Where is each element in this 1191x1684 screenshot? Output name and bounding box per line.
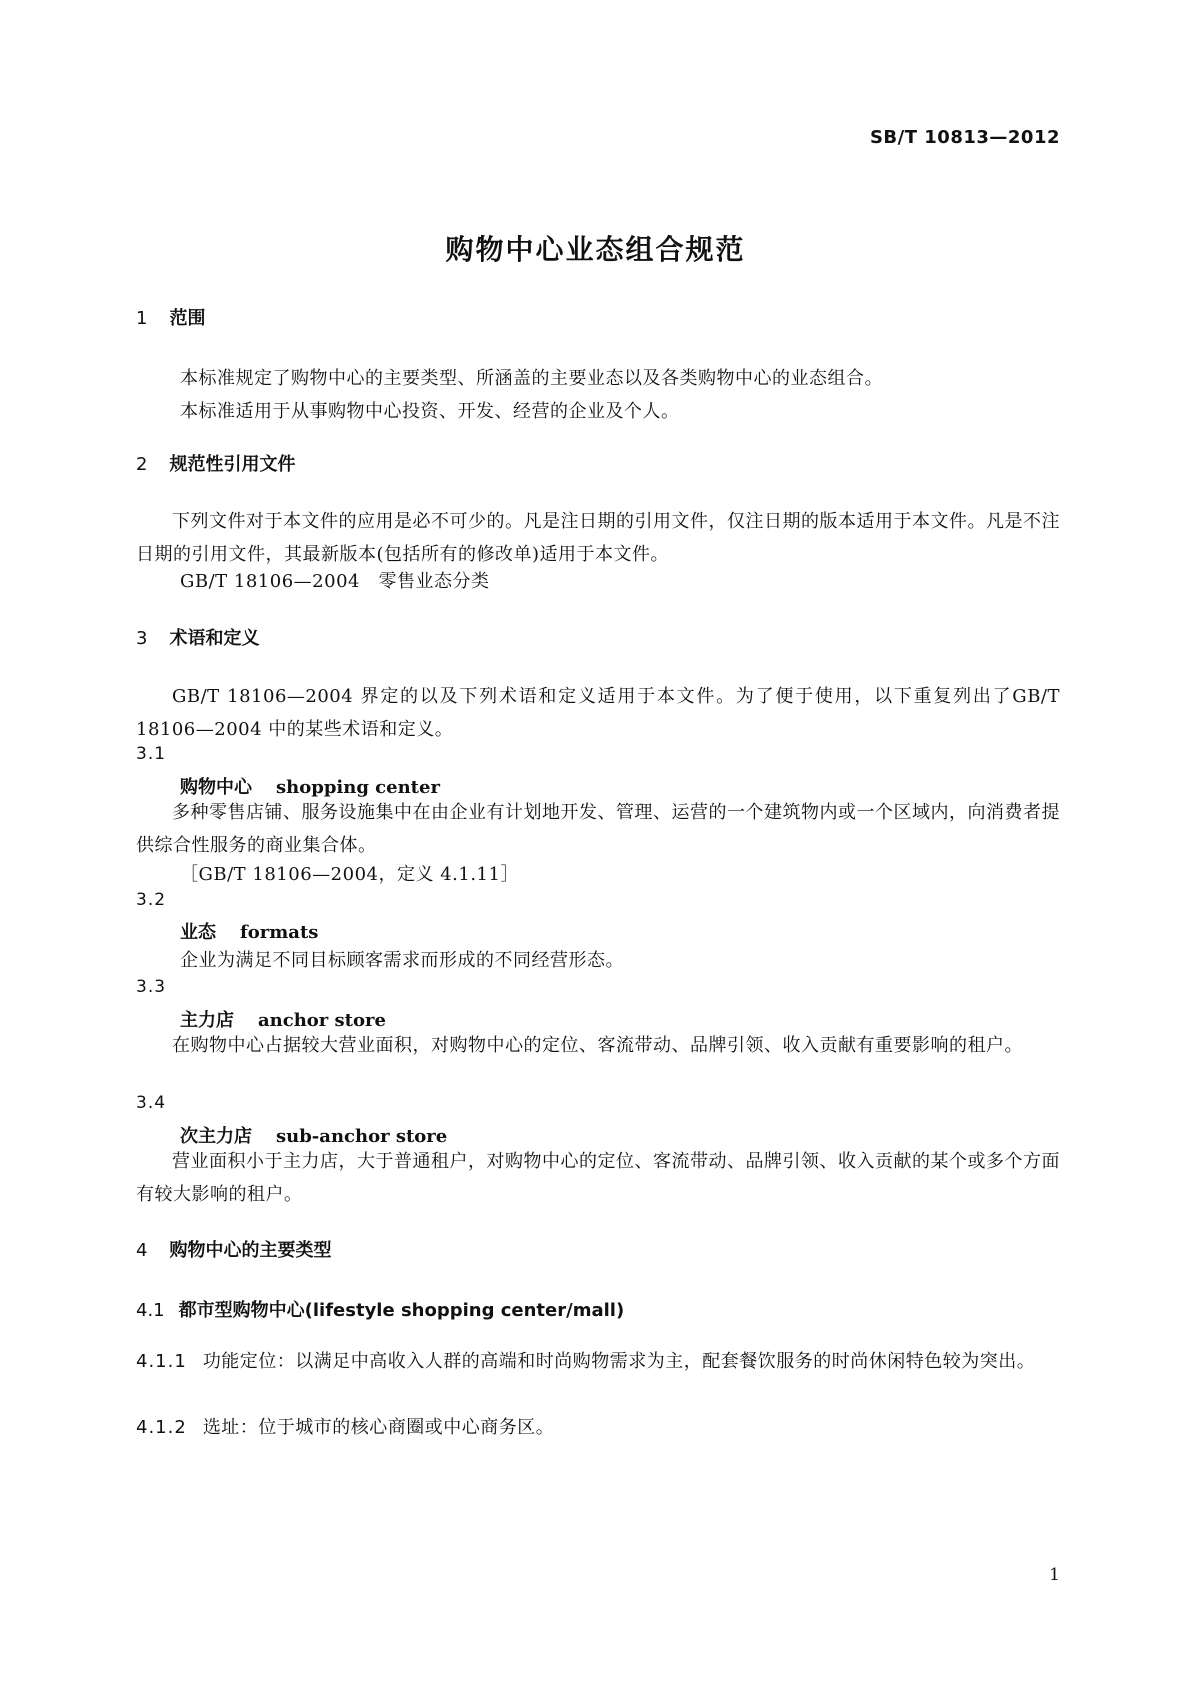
section-number: 4 [136,1240,148,1261]
page-number: 1 [1049,1565,1060,1585]
clause-4-1-2 [136,1411,1060,1444]
section-title: 购物中心的主要类型 [169,1240,332,1261]
standard-code: SB/T 10813—2012 [869,127,1060,148]
clause-4-1-1 [136,1345,1060,1378]
term-number: 3.2 [136,890,167,910]
term-source: ［GB/T 18106—2004，定义 4.1.11］ [180,864,519,885]
term-zh: 购物中心 [180,777,252,798]
clause-number: 4.1.1 [136,1351,187,1372]
section-title: 术语和定义 [169,628,260,649]
paragraph: 下列文件对于本文件的应用是必不可少的。凡是注日期的引用文件，仅注日期的版本适用于本文件。凡是不注日期的引用文件，其最新版本(包括所有的修改单)适用于本文件。 [136,511,1060,565]
paragraph: GB/T 18106—2004 界定的以及下列术语和定义适用于本文件。为了便于使用，以下重复列出了GB/T 18106—2004 中的某些术语和定义。 [136,686,1060,740]
document-title: 购物中心业态组合规范 [445,233,746,266]
subsection-title: 都市型购物中心(lifestyle shopping center/mall) [178,1300,625,1321]
term-definition: 营业面积小于主力店，大于普通租户，对购物中心的定位、客流带动、品牌引领、收入贡献的某个或多个方面有较大影响的租户。 [136,1151,1060,1205]
section-title: 规范性引用文件 [169,454,296,475]
term-en: anchor store [258,1010,386,1031]
term-en: sub-anchor store [276,1126,448,1147]
term-definition: 多种零售店铺、服务设施集中在由企业有计划地开发、管理、运营的一个建筑物内或一个区域内，向消费者提供综合性服务的商业集合体。 [136,802,1060,856]
term-en: shopping center [276,777,440,798]
section-heading-3 [136,624,259,650]
term-number: 3.1 [136,744,167,764]
term-number: 3.4 [136,1093,167,1113]
term-en: formats [240,922,319,943]
subsection-number: 4.1 [136,1300,165,1321]
clause-number: 4.1.2 [136,1417,187,1438]
section-number: 1 [136,308,148,329]
clause-text: 选址：位于城市的核心商圈或中心商务区。 [202,1417,555,1438]
section-heading-2 [136,450,295,476]
section-number: 3 [136,628,148,649]
subsection-heading-4-1 [136,1296,624,1322]
term-definition: 在购物中心占据较大营业面积，对购物中心的定位、客流带动、品牌引领、收入贡献有重要影响的租户。 [172,1035,1023,1056]
normative-reference: GB/T 18106—2004 零售业态分类 [180,571,490,592]
term-zh: 主力店 [180,1010,234,1031]
clause-text: 功能定位：以满足中高收入人群的高端和时尚购物需求为主，配套餐饮服务的时尚休闲特色较为突出。 [202,1351,1036,1372]
term-number: 3.3 [136,977,167,997]
section-title: 范围 [169,308,206,329]
term-zh: 业态 [180,922,216,943]
section-number: 2 [136,454,148,475]
section-heading-4 [136,1236,331,1262]
term-heading [180,918,318,944]
section-heading-1 [136,304,205,330]
paragraph: 本标准规定了购物中心的主要类型、所涵盖的主要业态以及各类购物中心的业态组合。 [180,368,883,389]
term-definition: 企业为满足不同目标顾客需求而形成的不同经营形态。 [180,950,624,971]
paragraph: 本标准适用于从事购物中心投资、开发、经营的企业及个人。 [180,401,680,422]
term-zh: 次主力店 [180,1126,252,1147]
